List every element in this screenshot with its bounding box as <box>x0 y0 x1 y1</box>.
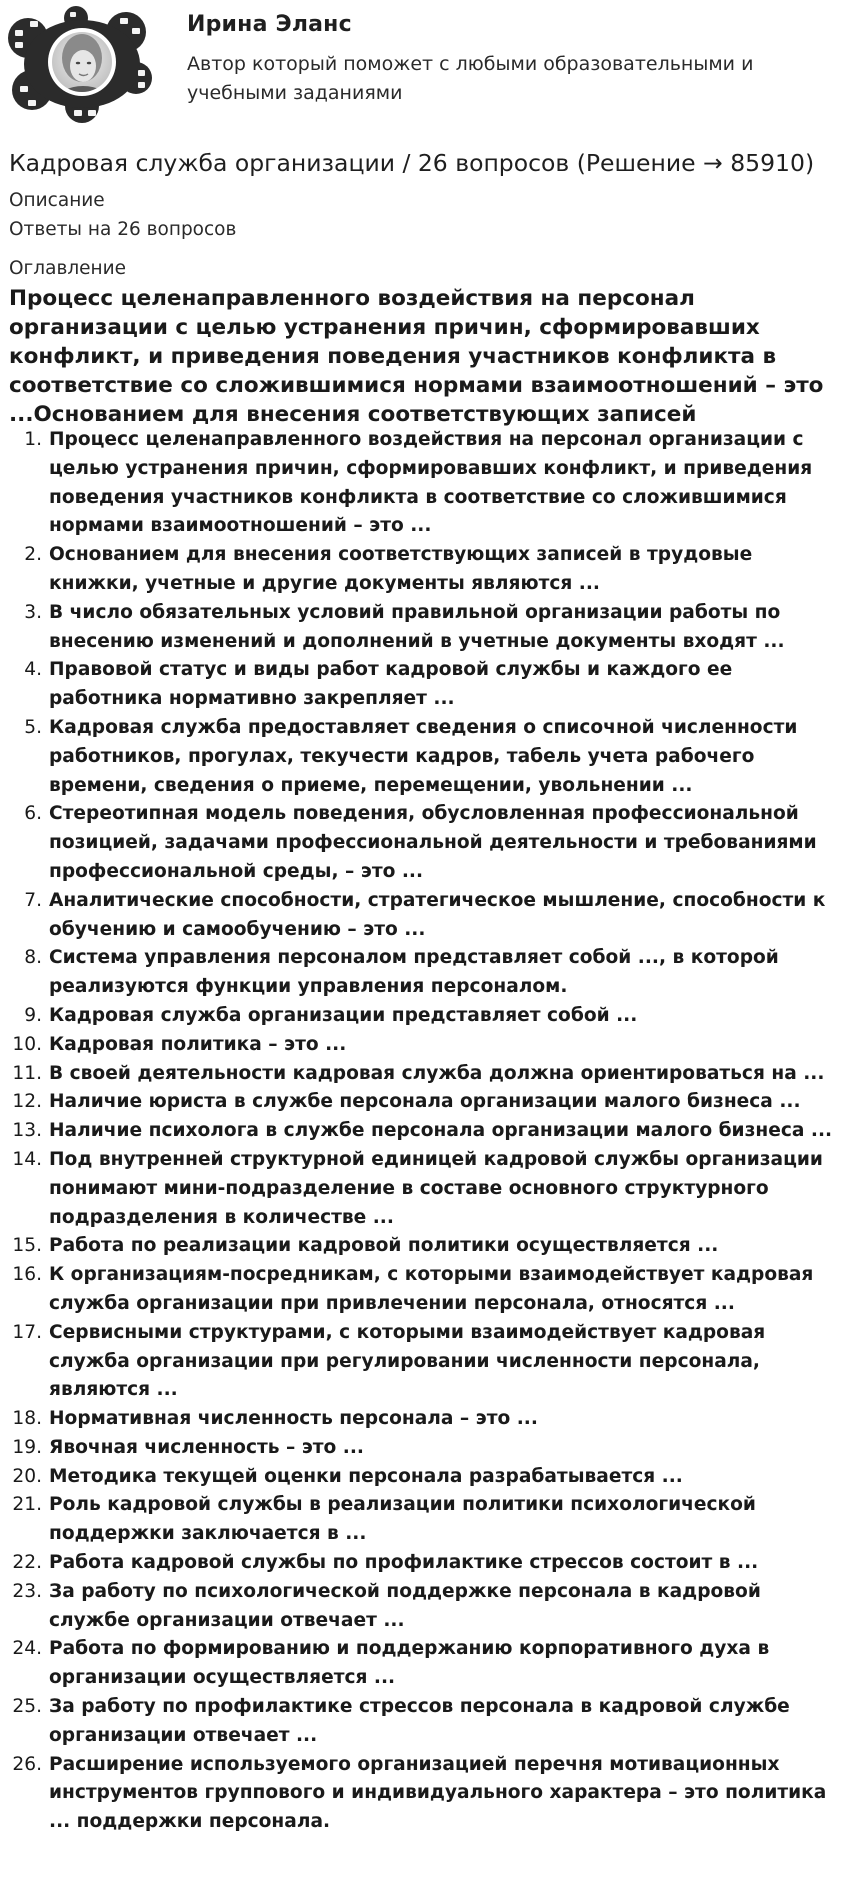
question-number: 25. <box>12 1696 42 1718</box>
question-text: Под внутренней структурной единицей кадровой службы организации понимают мини-подразделение в составе основного структурного подразделения в количестве ... <box>49 1148 823 1228</box>
question-number: 17. <box>12 1321 42 1343</box>
question-text: Сервисными структурами, с которыми взаимодействует кадровая служба организации при регулировании численности персонала, являются ... <box>49 1321 766 1401</box>
question-item <box>0 541 847 599</box>
question-number: 14. <box>12 1148 42 1170</box>
question-item <box>0 1405 847 1434</box>
author-description: Автор который поможет с любыми образовательными и учебными заданиями <box>187 53 754 104</box>
question-item <box>0 1635 847 1693</box>
question-number: 22. <box>12 1552 42 1574</box>
question-item <box>0 599 847 657</box>
question-text: Роль кадровой службы в реализации политики психологической поддержки заключается в ... <box>49 1494 756 1545</box>
question-item <box>0 1088 847 1117</box>
description-text: Ответы на 26 вопросов <box>9 219 237 240</box>
question-item <box>0 1434 847 1463</box>
question-item <box>0 1232 847 1261</box>
question-text: В своей деятельности кадровая служба должна ориентироваться на ... <box>49 1062 825 1084</box>
question-number: 4. <box>24 659 42 681</box>
question-text: Нормативная численность персонала – это ... <box>49 1408 538 1430</box>
question-item <box>0 1549 847 1578</box>
question-number: 19. <box>12 1436 42 1458</box>
question-number: 1. <box>24 429 42 450</box>
toc-label: Оглавление <box>9 258 127 279</box>
question-text: Методика текущей оценки персонала разрабатывается ... <box>49 1465 683 1487</box>
question-text: Явочная численность – это ... <box>49 1436 364 1458</box>
question-item <box>0 1751 847 1837</box>
question-number: 10. <box>12 1033 42 1055</box>
question-number: 18. <box>12 1408 42 1430</box>
toc-heading: Процесс целенаправленного воздействия на персонал организации с целью устранения причин, сформировавших конфликт, и приведения поведения участников конфликта в соответствие со сложившимися нормами взаимоотношений – это ...Основанием для внесения соответствующих записей <box>9 286 824 427</box>
description-label: Описание <box>9 190 105 211</box>
question-text: Работа кадровой службы по профилактике стрессов состоит в ... <box>49 1552 759 1574</box>
question-item <box>0 1031 847 1060</box>
question-item <box>0 1578 847 1636</box>
question-item <box>0 656 847 714</box>
question-item <box>0 887 847 945</box>
author-name[interactable]: Ирина Эланс <box>187 12 352 37</box>
avatar[interactable] <box>6 6 152 124</box>
question-number: 11. <box>12 1062 42 1084</box>
question-text: Стереотипная модель поведения, обусловленная профессиональной позицией, задачами профессиональной деятельности и требованиями профессиональной среды, – это ... <box>49 803 817 882</box>
question-text: Правовой статус и виды работ кадровой службы и каждого ее работника нормативно закрепляет ... <box>49 659 733 710</box>
question-item <box>0 426 847 541</box>
question-number: 3. <box>24 601 42 623</box>
question-text: Кадровая служба предоставляет сведения о списочной численности работников, прогулах, текучести кадров, табель учета рабочего времени, сведения о приеме, перемещении, увольнении ... <box>49 716 798 796</box>
question-item <box>0 944 847 1002</box>
question-number: 21. <box>12 1494 42 1516</box>
film-reel-avatar-image <box>6 6 152 124</box>
question-item <box>0 1463 847 1492</box>
question-number: 23. <box>12 1580 42 1602</box>
question-number: 24. <box>12 1638 42 1660</box>
question-number: 7. <box>24 889 42 911</box>
question-item <box>0 1491 847 1549</box>
question-item <box>0 1002 847 1031</box>
question-number: 12. <box>12 1091 42 1113</box>
question-number: 8. <box>24 947 42 969</box>
question-item <box>0 1060 847 1089</box>
question-text: За работу по профилактике стрессов персонала в кадровой службе организации отвечает ... <box>49 1696 790 1746</box>
question-number: 6. <box>24 803 42 825</box>
question-item <box>0 1319 847 1405</box>
question-item <box>0 800 847 886</box>
question-item <box>0 1261 847 1319</box>
question-number: 15. <box>12 1235 42 1257</box>
document-title: Кадровая служба организации / 26 вопросов (Решение → 85910) <box>9 149 815 177</box>
question-item <box>0 714 847 800</box>
question-text: За работу по психологической поддержке персонала в кадровой службе организации отвечает ... <box>49 1580 761 1631</box>
question-number: 20. <box>12 1465 42 1487</box>
question-number: 13. <box>12 1120 42 1142</box>
question-item <box>0 1693 847 1751</box>
question-text: Наличие психолога в службе персонала организации малого бизнеса ... <box>49 1120 833 1142</box>
question-text: Кадровая служба организации представляет собой ... <box>49 1004 638 1026</box>
question-text: Расширение используемого организацией перечня мотивационных инструментов группового и индивидуального характера – это политика ... поддержки персонала. <box>49 1753 827 1833</box>
question-number: 5. <box>24 716 42 738</box>
question-number: 26. <box>12 1753 42 1775</box>
question-text: Наличие юриста в службе персонала организации малого бизнеса ... <box>49 1091 801 1113</box>
question-text: К организациям-посредникам, с которыми взаимодействует кадровая служба организации при привлечении персонала, относятся ... <box>49 1264 814 1314</box>
question-text: Работа по формированию и поддержанию корпоративного духа в организации осуществляется ... <box>49 1638 770 1689</box>
question-text: Аналитические способности, стратегическое мышление, способности к обучению и самообучению – это ... <box>49 889 826 940</box>
author-card <box>0 0 847 118</box>
question-text: Система управления персоналом представляет собой ..., в которой реализуются функции управления персоналом. <box>49 947 779 998</box>
question-number: 9. <box>24 1004 42 1026</box>
question-list <box>0 426 847 1837</box>
question-text: Кадровая политика – это ... <box>49 1033 347 1055</box>
question-text: В число обязательных условий правильной организации работы по внесению изменений и дополнений в учетные документы входят ... <box>49 601 785 652</box>
question-text: Основанием для внесения соответствующих записей в трудовые книжки, учетные и другие документы являются ... <box>49 544 753 594</box>
question-number: 16. <box>12 1264 42 1286</box>
question-text: Процесс целенаправленного воздействия на персонал организации с целью устранения причин, сформировавших конфликт, и приведения поведения участников конфликта в соответствие со сложившимися нормами взаимоотношений – это ... <box>49 429 813 537</box>
question-number: 2. <box>24 544 42 566</box>
question-item <box>0 1117 847 1146</box>
question-item <box>0 1146 847 1232</box>
question-text: Работа по реализации кадровой политики осуществляется ... <box>49 1235 719 1257</box>
